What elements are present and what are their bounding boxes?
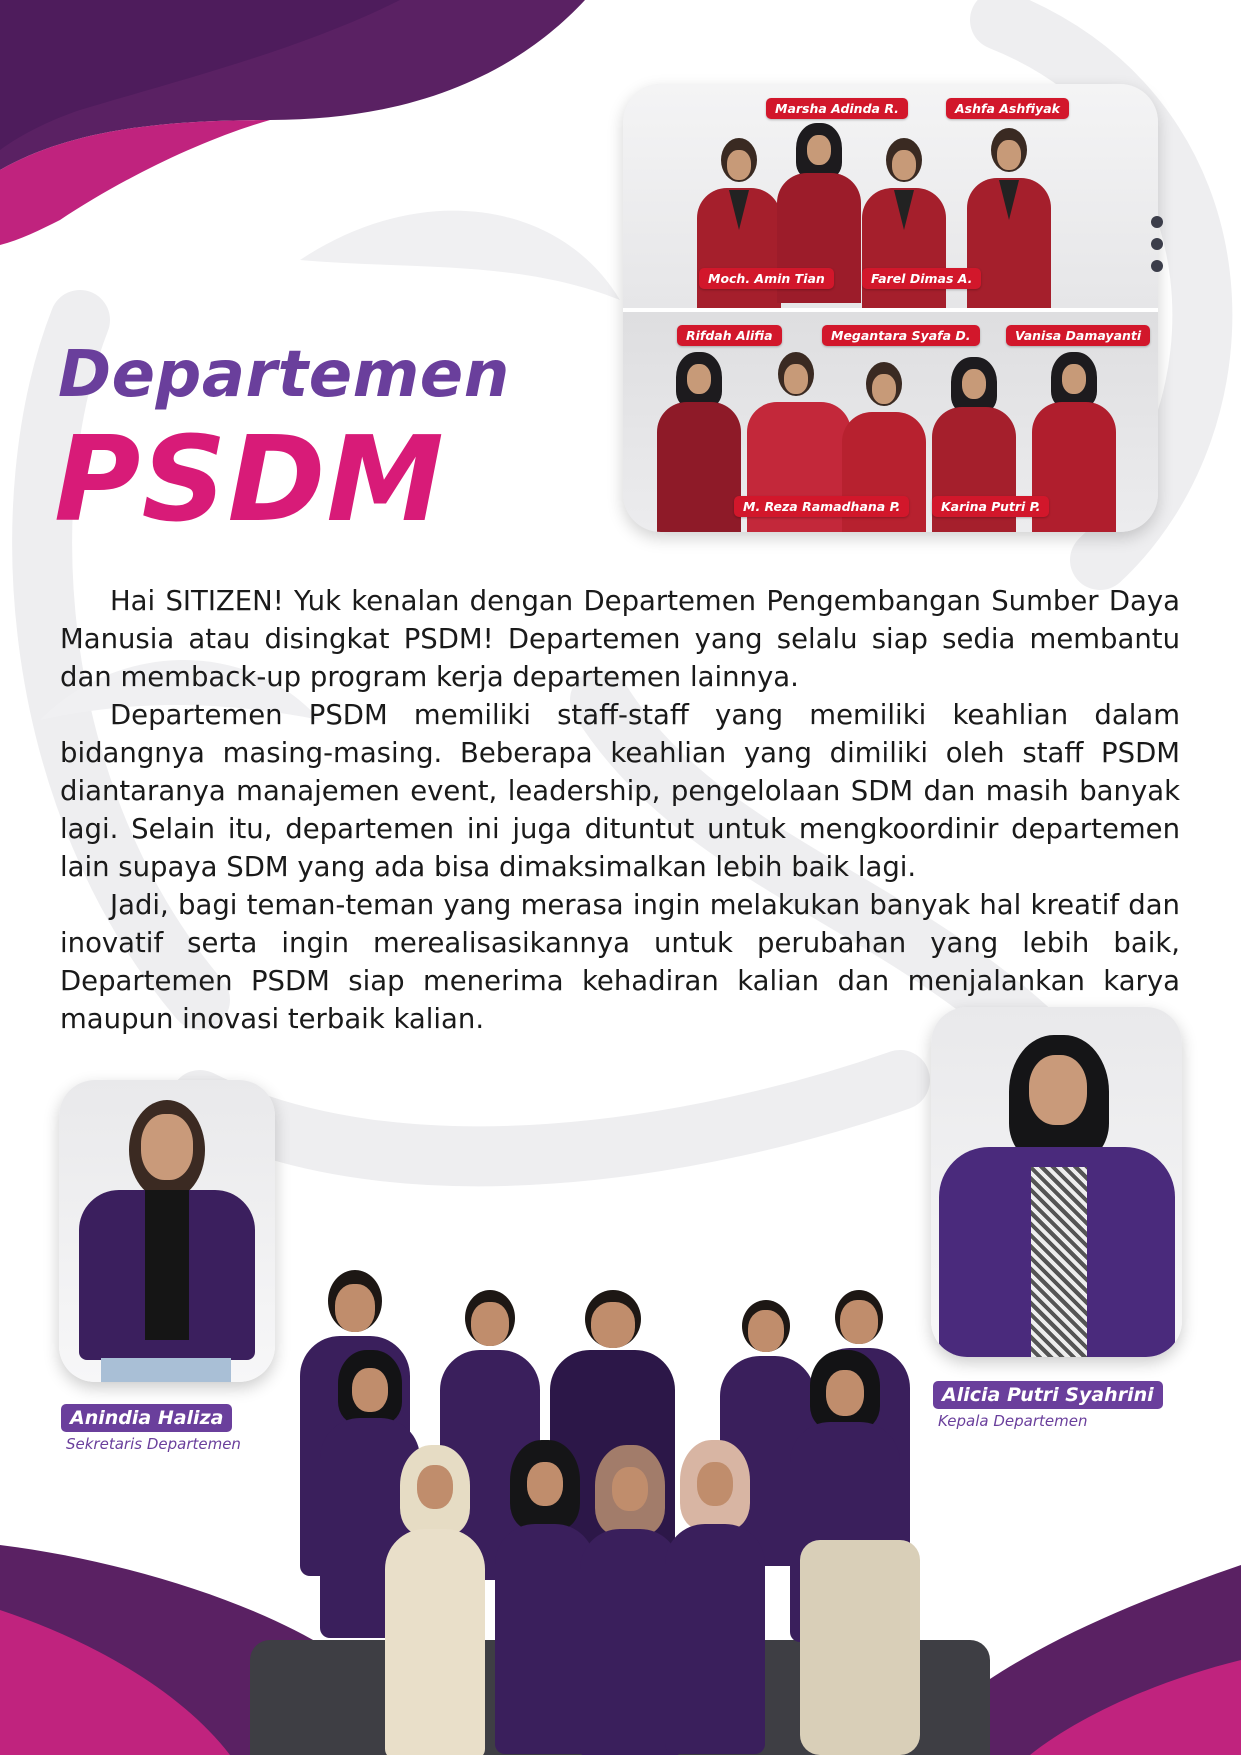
group-member — [800, 1480, 920, 1755]
description-paragraph: Departemen PSDM memiliki staff-staff yang memiliki keahlian dalam bidangnya masing-masing. Beberapa keahlian yang dimiliki oleh staff PSDM diantaranya manajemen event, leadership, pengelolaan SDM dan masih banyak lagi. Selain itu, departemen ini juga dituntut untuk mengkoordinir departemen lain supaya SDM yang ada bisa dimaksimalkan lebih baik lagi. — [60, 699, 1180, 883]
secretary-name: Anindia Haliza — [61, 1404, 232, 1432]
staff-name-tag: M. Reza Ramadhana P. — [734, 496, 909, 517]
staff-name-tag: Megantara Syafa D. — [822, 325, 980, 346]
head-photo-card — [931, 1007, 1182, 1357]
head-role: Kepala Departemen — [938, 1412, 1088, 1430]
group-photo — [210, 1240, 1040, 1755]
description-text — [60, 582, 1180, 1038]
secretary-role: Sekretaris Departemen — [66, 1435, 241, 1453]
staff-name-tag: Farel Dimas A. — [862, 268, 981, 289]
staff-name-tag: Rifdah Alifia — [677, 325, 782, 346]
page-title-line2: PSDM — [54, 410, 445, 548]
description-paragraph: Jadi, bagi teman-teman yang merasa ingin melakukan banyak hal kreatif dan inovatif serta ingin merealisasikannya untuk perubahan yang lebih baik, Departemen PSDM siap menerima kehadiran kalian dan menjalankan karya maupun inovasi terbaik kalian. — [60, 889, 1180, 1035]
group-member — [665, 1440, 765, 1750]
more-vertical-icon — [1151, 216, 1163, 282]
staff-name-tag: Moch. Amin Tian — [699, 268, 834, 289]
staff-photo-card — [623, 84, 1158, 532]
staff-photo-person — [653, 352, 745, 532]
staff-name-tag: Karina Putri P. — [932, 496, 1049, 517]
head-name: Alicia Putri Syahrini — [933, 1381, 1163, 1409]
secretary-photo-card — [59, 1080, 275, 1382]
description-paragraph: Hai SITIZEN! Yuk kenalan dengan Departemen Pengembangan Sumber Daya Manusia atau disingkat PSDM! Departemen yang selalu siap sedia membantu dan memback-up program kerja departemen lainnya. — [60, 585, 1180, 693]
staff-name-tag: Marsha Adinda R. — [766, 98, 908, 119]
staff-name-tag: Vanisa Damayanti — [1006, 325, 1150, 346]
group-member — [385, 1445, 485, 1755]
staff-name-tag: Ashfa Ashfiyak — [946, 98, 1069, 119]
page-title-line1: Departemen — [58, 338, 510, 412]
